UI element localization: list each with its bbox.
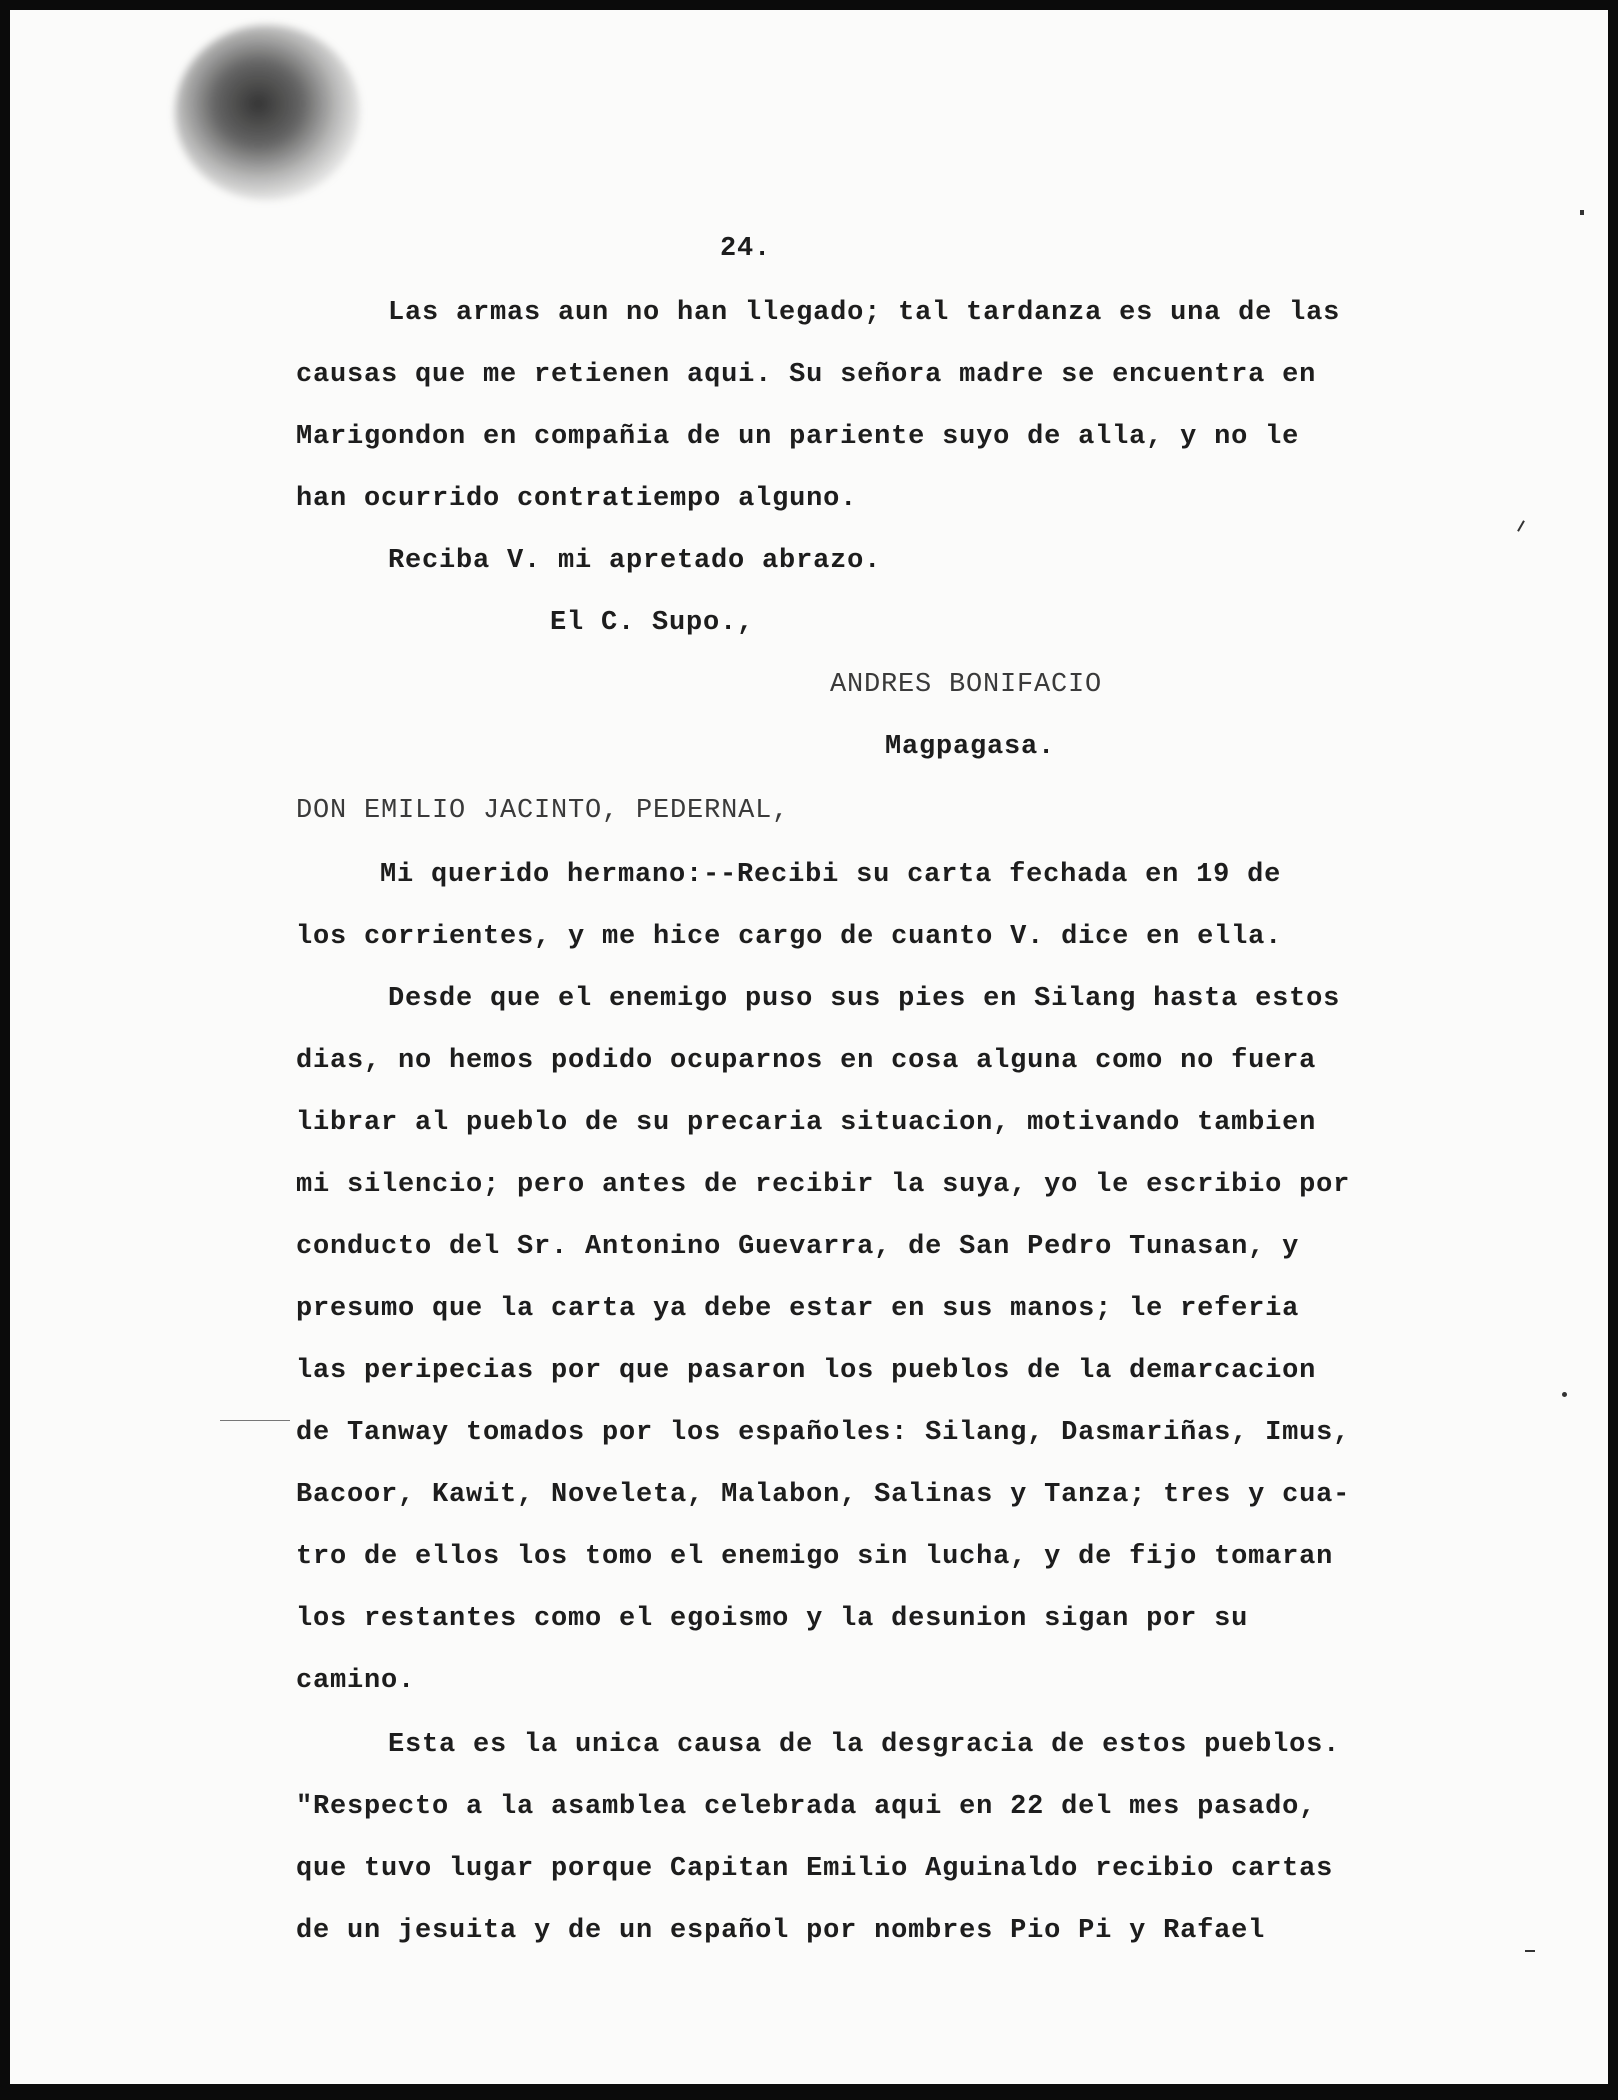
paragraph-3-line-4: de un jesuita y de un español por nombres Pio Pi y Rafael: [296, 1916, 1266, 1946]
dust-speck: [1562, 1392, 1567, 1397]
salutation-line-1: Mi querido hermano:--Recibi su carta fechada en 19 de: [380, 860, 1282, 890]
dust-speck: [1517, 520, 1525, 531]
salutation-line-2: los corrientes, y me hice cargo de cuanto V. dice en ella.: [296, 922, 1283, 952]
dust-speck: [1580, 210, 1584, 215]
sign-title: El C. Supo.,: [550, 608, 755, 638]
closing-line: Reciba V. mi apretado abrazo.: [388, 546, 882, 576]
paragraph-1-line-2: causas que me retienen aqui. Su señora madre se encuentra en: [296, 360, 1317, 390]
paragraph-2-line-6: presumo que la carta ya debe estar en sus manos; le referia: [296, 1294, 1300, 1324]
paragraph-2-line-4: mi silencio; pero antes de recibir la suya, yo le escribio por: [296, 1170, 1351, 1200]
ink-smudge: [175, 25, 360, 200]
scratch-line: [220, 1420, 290, 1421]
page-number: 24.: [720, 234, 772, 264]
paragraph-2-line-10: tro de ellos los tomo el enemigo sin lucha, y de fijo tomaran: [296, 1542, 1334, 1572]
paragraph-3-line-3: que tuvo lugar porque Capitan Emilio Aguinaldo recibio cartas: [296, 1854, 1334, 1884]
dust-speck: [1525, 1950, 1535, 1952]
paragraph-2-line-11: los restantes como el egoismo y la desunion sigan por su: [296, 1604, 1249, 1634]
signer-name: ANDRES BONIFACIO: [830, 670, 1103, 700]
paragraph-2-line-7: las peripecias por que pasaron los pueblos de la demarcacion: [296, 1356, 1317, 1386]
paragraph-1-line-3: Marigondon en compañia de un pariente suyo de alla, y no le: [296, 422, 1300, 452]
addressee-line: DON EMILIO JACINTO, PEDERNAL,: [296, 796, 790, 826]
paragraph-2-line-8: de Tanway tomados por los españoles: Silang, Dasmariñas, Imus,: [296, 1418, 1351, 1448]
paragraph-2-line-5: conducto del Sr. Antonino Guevarra, de San Pedro Tunasan, y: [296, 1232, 1300, 1262]
signer-alias: Magpagasa.: [885, 732, 1056, 762]
paragraph-1-line-1: Las armas aun no han llegado; tal tardanza es una de las: [388, 298, 1341, 328]
paragraph-2-line-1: Desde que el enemigo puso sus pies en Silang hasta estos: [388, 984, 1341, 1014]
paragraph-3-line-1: Esta es la unica causa de la desgracia de estos pueblos.: [388, 1730, 1341, 1760]
paragraph-3-line-2: "Respecto a la asamblea celebrada aqui en 22 del mes pasado,: [296, 1792, 1317, 1822]
paragraph-2-line-12: camino.: [296, 1666, 416, 1696]
paragraph-1-line-4: han ocurrido contratiempo alguno.: [296, 484, 858, 514]
paragraph-2-line-3: librar al pueblo de su precaria situacion, motivando tambien: [296, 1108, 1317, 1138]
paragraph-2-line-9: Bacoor, Kawit, Noveleta, Malabon, Salinas y Tanza; tres y cua-: [296, 1480, 1351, 1510]
paragraph-2-line-2: dias, no hemos podido ocuparnos en cosa alguna como no fuera: [296, 1046, 1317, 1076]
document-page: [10, 10, 1608, 2084]
